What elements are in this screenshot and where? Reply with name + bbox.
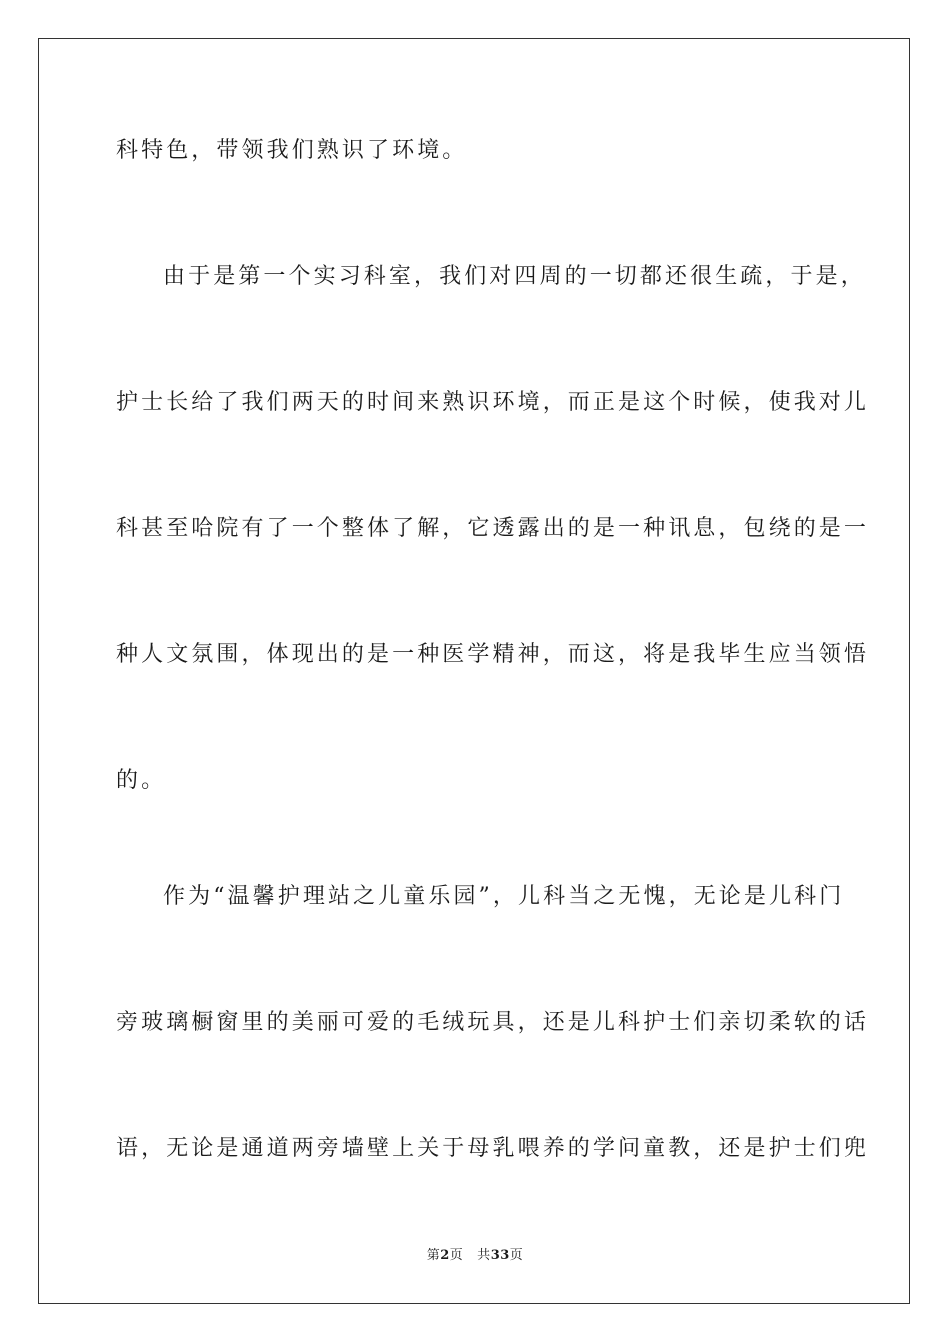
page-number: 2	[440, 1248, 450, 1263]
total-prefix: 共	[477, 1248, 491, 1263]
text-line-6: 的。	[116, 768, 167, 793]
paragraph-start-line-2: 由于是第一个实习科室，我们对四周的一切都还很生疏，于是，	[163, 264, 866, 289]
text-line-5: 种人文氛围，体现出的是一种医学精神，而这，将是我毕生应当领悟	[116, 642, 870, 667]
paragraph-start-line-7: 作为“温馨护理站之儿童乐园”，儿科当之无愧，无论是儿科门	[163, 884, 845, 909]
page-prefix: 第	[426, 1248, 441, 1263]
text-line-8: 旁玻璃橱窗里的美丽可爱的毛绒玩具，还是儿科护士们亲切柔软的话	[116, 1010, 870, 1035]
text-line-1: 科特色，带领我们熟识了环境。	[116, 138, 468, 163]
text-line-9: 语，无论是通道两旁墙壁上关于母乳喂养的学问童教，还是护士们兜	[116, 1136, 870, 1161]
text-line-3: 护士长给了我们两天的时间来熟识环境，而正是这个时候，使我对儿	[116, 390, 870, 415]
page-footer	[0, 1248, 950, 1264]
total-pages: 33	[490, 1248, 510, 1263]
total-suffix: 页	[509, 1248, 524, 1263]
page-border	[38, 38, 910, 1304]
text-line-4: 科甚至哈院有了一个整体了解，它透露出的是一种讯息，包绕的是一	[116, 516, 870, 541]
page-suffix: 页	[449, 1248, 464, 1263]
